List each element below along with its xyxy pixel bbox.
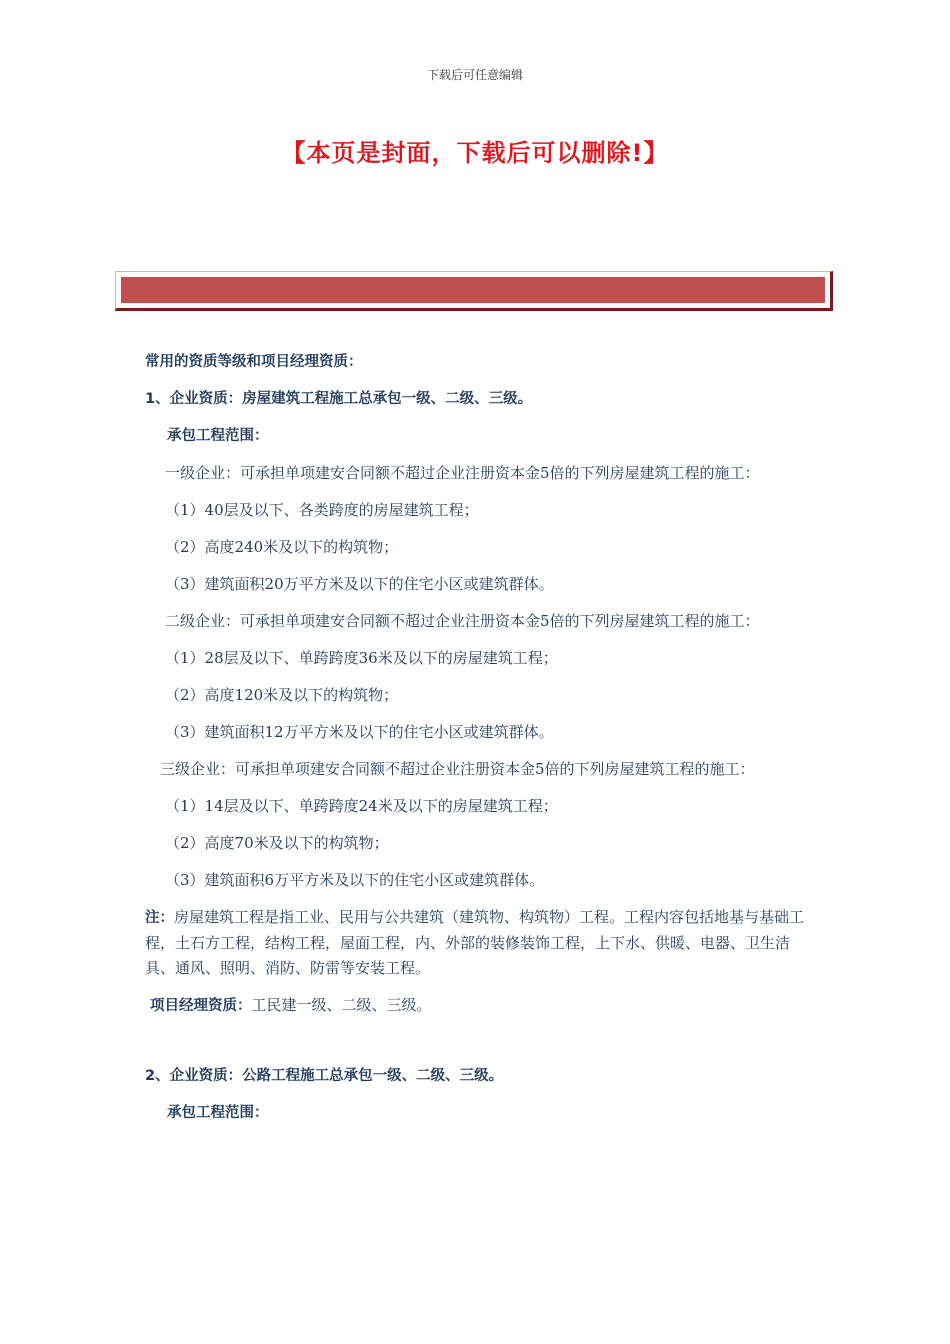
grade3-intro: 三级企业：可承担单项建安合同额不超过企业注册资本金5倍的下列房屋建筑工程的施工： [160, 760, 755, 778]
cover-title: 【本页是封面，下载后可以删除!】 [281, 139, 669, 167]
note-text: 房屋建筑工程是指工业、民用与公共建筑（建筑物、构筑物）工程。工程内容包括地基与基础工程，土石方工程，结构工程，屋面工程，内、外部的装修装饰工程，上下水、供暖、电器、卫生洁具、通风、照明、消防、防雷等安装工程。 [145, 908, 805, 977]
pm-qualification [145, 993, 805, 1019]
grade3-item: （1）14层及以下、单跨跨度24米及以下的房屋建筑工程； [165, 797, 558, 815]
grade2-item: （3）建筑面积12万平方米及以下的住宅小区或建筑群体。 [165, 723, 554, 741]
item1-heading: 1、企业资质：房屋建筑工程施工总承包一级、二级、三级。 [145, 391, 533, 407]
grade1-item: （2）高度240米及以下的构筑物； [165, 538, 399, 556]
decorative-banner [115, 271, 833, 311]
note-paragraph [145, 905, 805, 981]
grade1-intro: 一级企业：可承担单项建安合同额不超过企业注册资本金5倍的下列房屋建筑工程的施工： [165, 464, 760, 482]
grade2-item: （2）高度120米及以下的构筑物； [165, 686, 399, 704]
grade3-item: （2）高度70米及以下的构筑物； [165, 834, 389, 852]
pm-text: 工民建一级、二级、三级。 [251, 996, 432, 1014]
grade1-item: （3）建筑面积20万平方米及以下的住宅小区或建筑群体。 [165, 575, 554, 593]
document-body [145, 350, 805, 1126]
section-title: 常用的资质等级和项目经理资质： [145, 354, 363, 370]
item1-scope-label: 承包工程范围： [167, 428, 269, 444]
note-label: 注： [145, 910, 174, 926]
grade2-item: （1）28层及以下、单跨跨度36米及以下的房屋建筑工程； [165, 649, 558, 667]
header-note: 下载后可任意编辑 [426, 68, 523, 82]
grade2-intro: 二级企业：可承担单项建安合同额不超过企业注册资本金5倍的下列房屋建筑工程的施工： [165, 612, 760, 630]
banner-bar [121, 277, 825, 303]
item2-scope-label: 承包工程范围： [167, 1105, 269, 1121]
pm-label: 项目经理资质： [150, 998, 252, 1014]
grade3-item: （3）建筑面积6万平方米及以下的住宅小区或建筑群体。 [165, 871, 545, 889]
grade1-item: （1）40层及以下、各类跨度的房屋建筑工程； [165, 501, 479, 519]
item2-heading: 2、企业资质：公路工程施工总承包一级、二级、三级。 [145, 1068, 504, 1084]
